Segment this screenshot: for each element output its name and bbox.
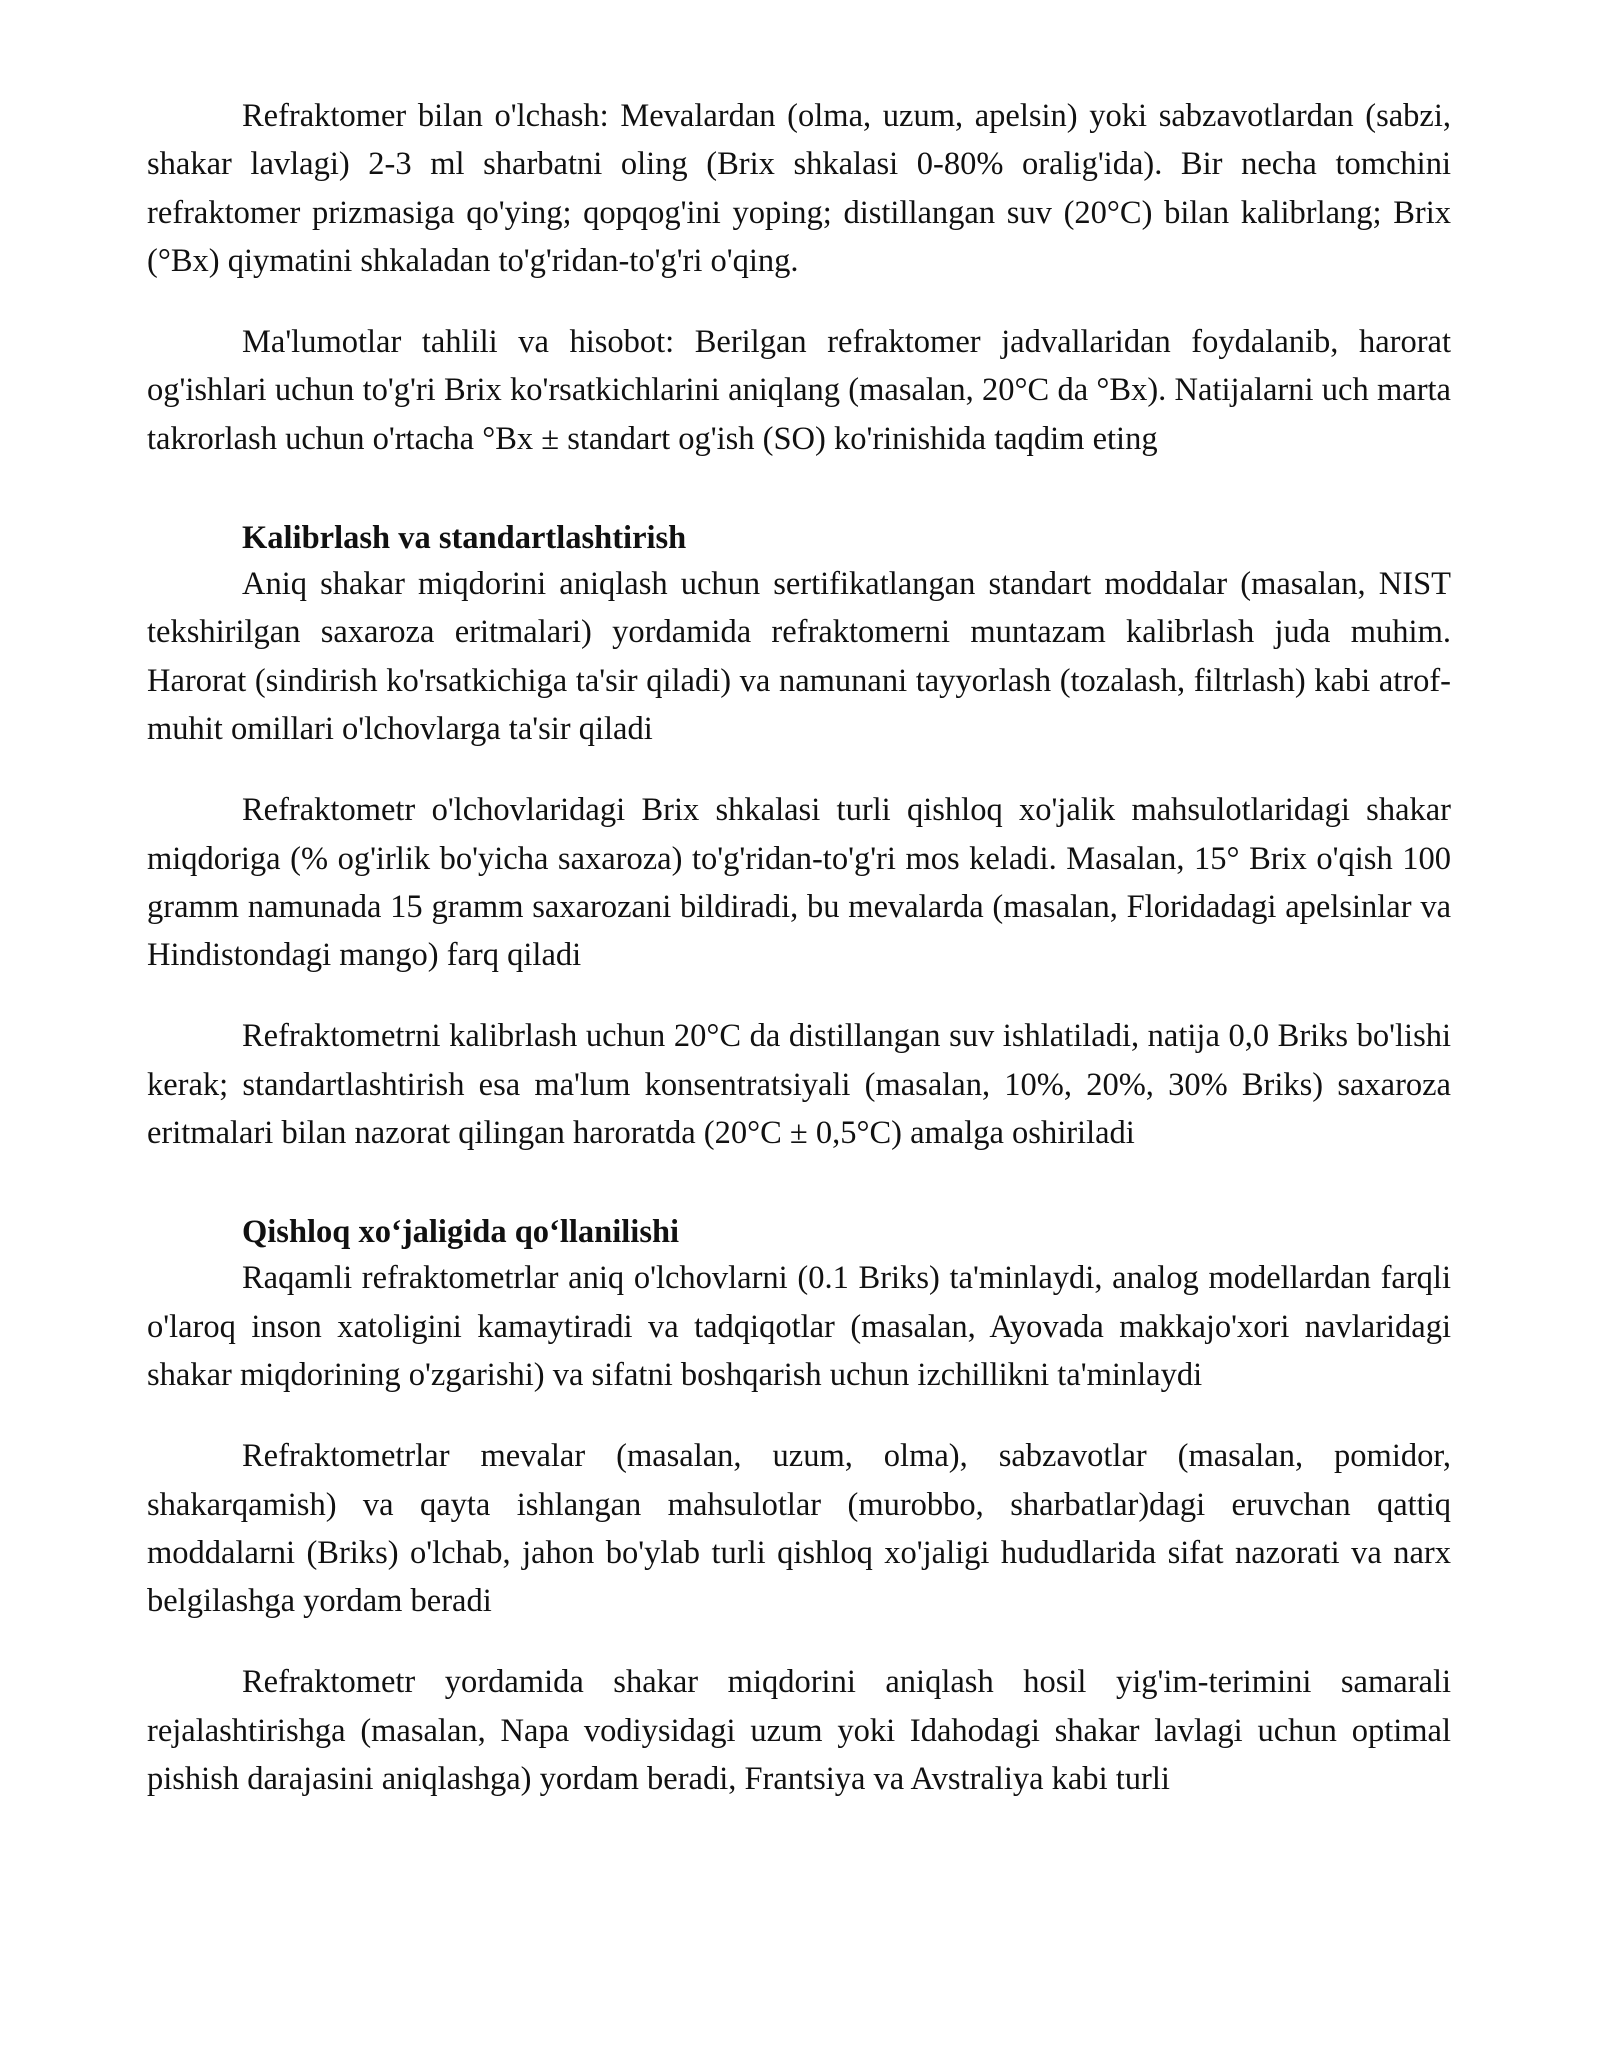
- section-heading-calibration: Kalibrlash va standartlashtirish: [242, 520, 687, 557]
- paragraph-calibration-importance: Aniq shakar miqdorini aniqlash uchun sertifikatlangan standart moddalar (masalan, NIST tekshirilgan saxaroza eritmalari) yordamida refraktomerni muntazam kalibrlash juda muhim. Harorat (sindirish ko'rsatkichiga ta'sir qiladi) va namunani tayyorlash (tozalash, filtrlash) kabi atrof-muhit omillari o'lchovlarga ta'sir qiladi: [147, 566, 1451, 747]
- paragraph-data-analysis: Ma'lumotlar tahlili va hisobot: Berilgan refraktomer jadvallaridan foydalanib, harorat og'ishlari uchun to'g'ri Brix ko'rsatkichlarini aniqlang (masalan, 20°C da °Bx). Natijalarni uch marta takrorlash uchun o'rtacha °Bx ± standart og'ish (SO) ko'rinishida taqdim eting: [147, 324, 1451, 457]
- paragraph-refractometer-measurement: Refraktomer bilan o'lchash: Mevalardan (olma, uzum, apelsin) yoki sabzavotlardan (sabzi, shakar lavlagi) 2-3 ml sharbatni oling (Brix shkalasi 0-80% oralig'ida). Bir necha tomchini refraktomer prizmasiga qo'ying; qopqog'ini yoping; distillangan suv (20°C) bilan kalibrlang; Brix (°Bx) qiymatini shkaladan to'g'ridan-to'g'ri o'qing.: [147, 98, 1451, 279]
- paragraph-brix-scale: Refraktometr o'lchovlaridagi Brix shkalasi turli qishloq xo'jalik mahsulotlaridagi shakar miqdoriga (% og'irlik bo'yicha saxaroza) to'g'ridan-to'g'ri mos keladi. Masalan, 15° Brix o'qish 100 gramm namunada 15 gramm saxarozani bildiradi, bu mevalarda (masalan, Floridadagi apelsinlar va Hindistondagi mango) farq qiladi: [147, 792, 1451, 974]
- document-body: [147, 92, 1451, 1803]
- paragraph-refractometer-uses: Refraktometrlar mevalar (masalan, uzum, olma), sabzavotlar (masalan, pomidor, shakarqamish) va qayta ishlangan mahsulotlar (murobbo, sharbatlar)dagi eruvchan qattiq moddalarni (Briks) o'lchab, jahon bo'ylab turli qishloq xo'jaligi hududlarida sifat nazorati va narx belgilashga yordam beradi: [147, 1438, 1451, 1620]
- section-heading-agriculture: Qishloq xo‘jaligida qo‘llanilishi: [242, 1214, 680, 1251]
- paragraph-digital-refractometers: Raqamli refraktometrlar aniq o'lchovlarni (0.1 Briks) ta'minlaydi, analog modellardan farqli o'laroq inson xatoligini kamaytiradi va tadqiqotlar (masalan, Ayovada makkajo'xori navlaridagi shakar miqdorining o'zgarishi) va sifatni boshqarish uchun izchillikni ta'minlaydi: [147, 1260, 1451, 1393]
- section-calibration: [147, 516, 1451, 1157]
- paragraph-harvest-planning: Refraktometr yordamida shakar miqdorini aniqlash hosil yig'im-terimini samarali rejalashtirishga (masalan, Napa vodiysidagi uzum yoki Idahodagi shakar lavlagi uchun optimal pishish darajasini aniqlashga) yordam beradi, Frantsiya va Avstraliya kabi turli: [147, 1664, 1451, 1798]
- paragraph-calibration-procedure: Refraktometrni kalibrlash uchun 20°C da distillangan suv ishlatiladi, natija 0,0 Briks bo'lishi kerak; standartlashtirish esa ma'lum konsentratsiyali (masalan, 10%, 20%, 30% Briks) saxaroza eritmalari bilan nazorat qilingan haroratda (20°C ± 0,5°C) amalga oshiriladi: [147, 1018, 1451, 1152]
- section-agriculture-application: [147, 1210, 1451, 1803]
